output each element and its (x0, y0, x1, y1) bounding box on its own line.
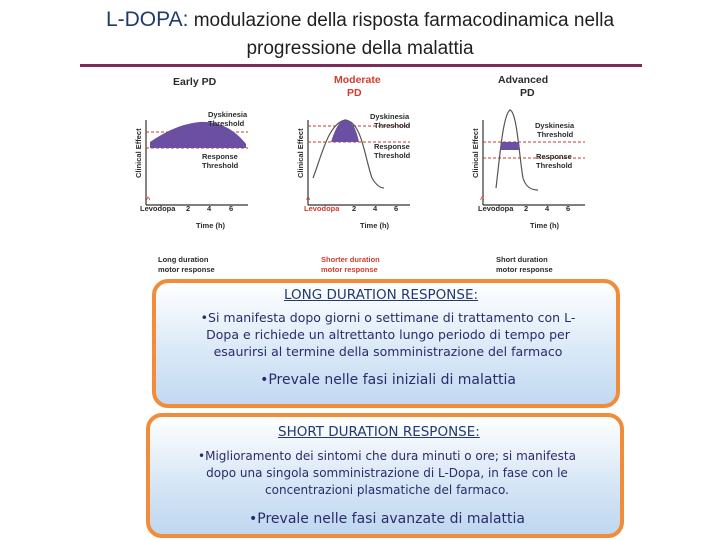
long-duration-box (152, 279, 620, 408)
caption-moderate-1: Shorter duration (321, 255, 380, 264)
short-duration-line-2: dopo una singola somministrazione di L-Dopa, in fase con le (206, 466, 568, 480)
x-axis-label: Time (h) (360, 221, 390, 230)
long-duration-line-1: •Si manifesta dopo giorni o settimane di trattamento con L- (200, 310, 576, 325)
panel-moderate-pd (296, 74, 411, 274)
title-text-1: modulazione della risposta farmacodinamica nella (193, 10, 615, 31)
stage-label-advanced-2: PD (520, 87, 535, 99)
short-duration-box (146, 413, 624, 538)
caption-moderate-2: motor response (321, 265, 378, 274)
dyskinesia-threshold-label: Threshold (537, 130, 574, 139)
caption-advanced-1: Short duration (496, 255, 548, 264)
long-duration-line-2: Dopa e richiede un altrettanto lungo periodo di tempo per (206, 327, 570, 342)
title-line-2: progressione della malattia (246, 38, 474, 59)
response-threshold-label: Threshold (536, 161, 573, 170)
dyskinesia-threshold-label: Threshold (208, 119, 245, 128)
levodopa-label: Levodopa (304, 204, 340, 213)
dyskinesia-label: Dyskinesia (535, 121, 575, 130)
tick-4: 4 (373, 204, 378, 213)
tick-4: 4 (207, 204, 212, 213)
tick-2: 2 (186, 204, 191, 213)
x-axis-label: Time (h) (196, 221, 226, 230)
response-label: Response (536, 152, 572, 161)
short-duration-line-3: concentrazioni plasmatiche del farmaco. (265, 483, 509, 497)
response-label: Response (202, 152, 238, 161)
y-axis-label: Clinical Effect (296, 128, 305, 178)
long-duration-bullet: •Prevale nelle fasi iniziali di malattia (260, 372, 516, 388)
levodopa-arrow: ^ (306, 195, 311, 204)
slide-title (0, 6, 720, 63)
dyskinesia-label: Dyskinesia (208, 110, 248, 119)
tick-6: 6 (566, 204, 571, 213)
tick-2: 2 (352, 204, 357, 213)
tick-4: 4 (545, 204, 550, 213)
caption-early-2: motor response (158, 265, 215, 274)
short-duration-line-1: •Miglioramento dei sintomi che dura minuti o ore; si manifesta (198, 449, 576, 463)
response-threshold-label: Threshold (202, 161, 239, 170)
y-axis-label: Clinical Effect (471, 128, 480, 178)
stage-label-moderate-2: PD (347, 87, 362, 99)
caption-early-1: Long duration (158, 255, 209, 264)
clinical-effect-area (331, 120, 359, 142)
response-threshold-label: Threshold (374, 151, 411, 160)
dyskinesia-threshold-label: Threshold (374, 121, 411, 130)
stage-label-early: Early PD (173, 76, 217, 88)
short-duration-bullet: •Prevale nelle fasi avanzate di malattia (249, 511, 525, 527)
x-axis-label: Time (h) (530, 221, 560, 230)
y-axis-label: Clinical Effect (134, 128, 143, 178)
response-label: Response (374, 142, 410, 151)
panel-early-pd (134, 76, 248, 274)
long-duration-heading: LONG DURATION RESPONSE: (284, 287, 479, 303)
tick-6: 6 (229, 204, 234, 213)
tick-6: 6 (394, 204, 399, 213)
levodopa-label: Levodopa (478, 204, 514, 213)
tick-2: 2 (524, 204, 529, 213)
stage-label-advanced: Advanced (498, 74, 549, 86)
title-lead: L-DOPA: (105, 8, 189, 31)
dyskinesia-label: Dyskinesia (370, 112, 410, 121)
short-duration-heading: SHORT DURATION RESPONSE: (278, 424, 480, 440)
short-duration-description (164, 448, 610, 499)
panel-advanced-pd (471, 74, 585, 274)
stage-label-moderate: Moderate (334, 74, 381, 86)
clinical-effect-area (500, 142, 520, 150)
long-duration-description (168, 309, 608, 360)
caption-advanced-2: motor response (496, 265, 553, 274)
levodopa-label: Levodopa (140, 204, 176, 213)
levodopa-arrow: ^ (146, 195, 151, 204)
title-line-1 (0, 6, 720, 35)
levodopa-arrow: ^ (480, 195, 485, 204)
long-duration-line-3: esaurirsi al termine della somministrazione del farmaco (213, 344, 563, 359)
